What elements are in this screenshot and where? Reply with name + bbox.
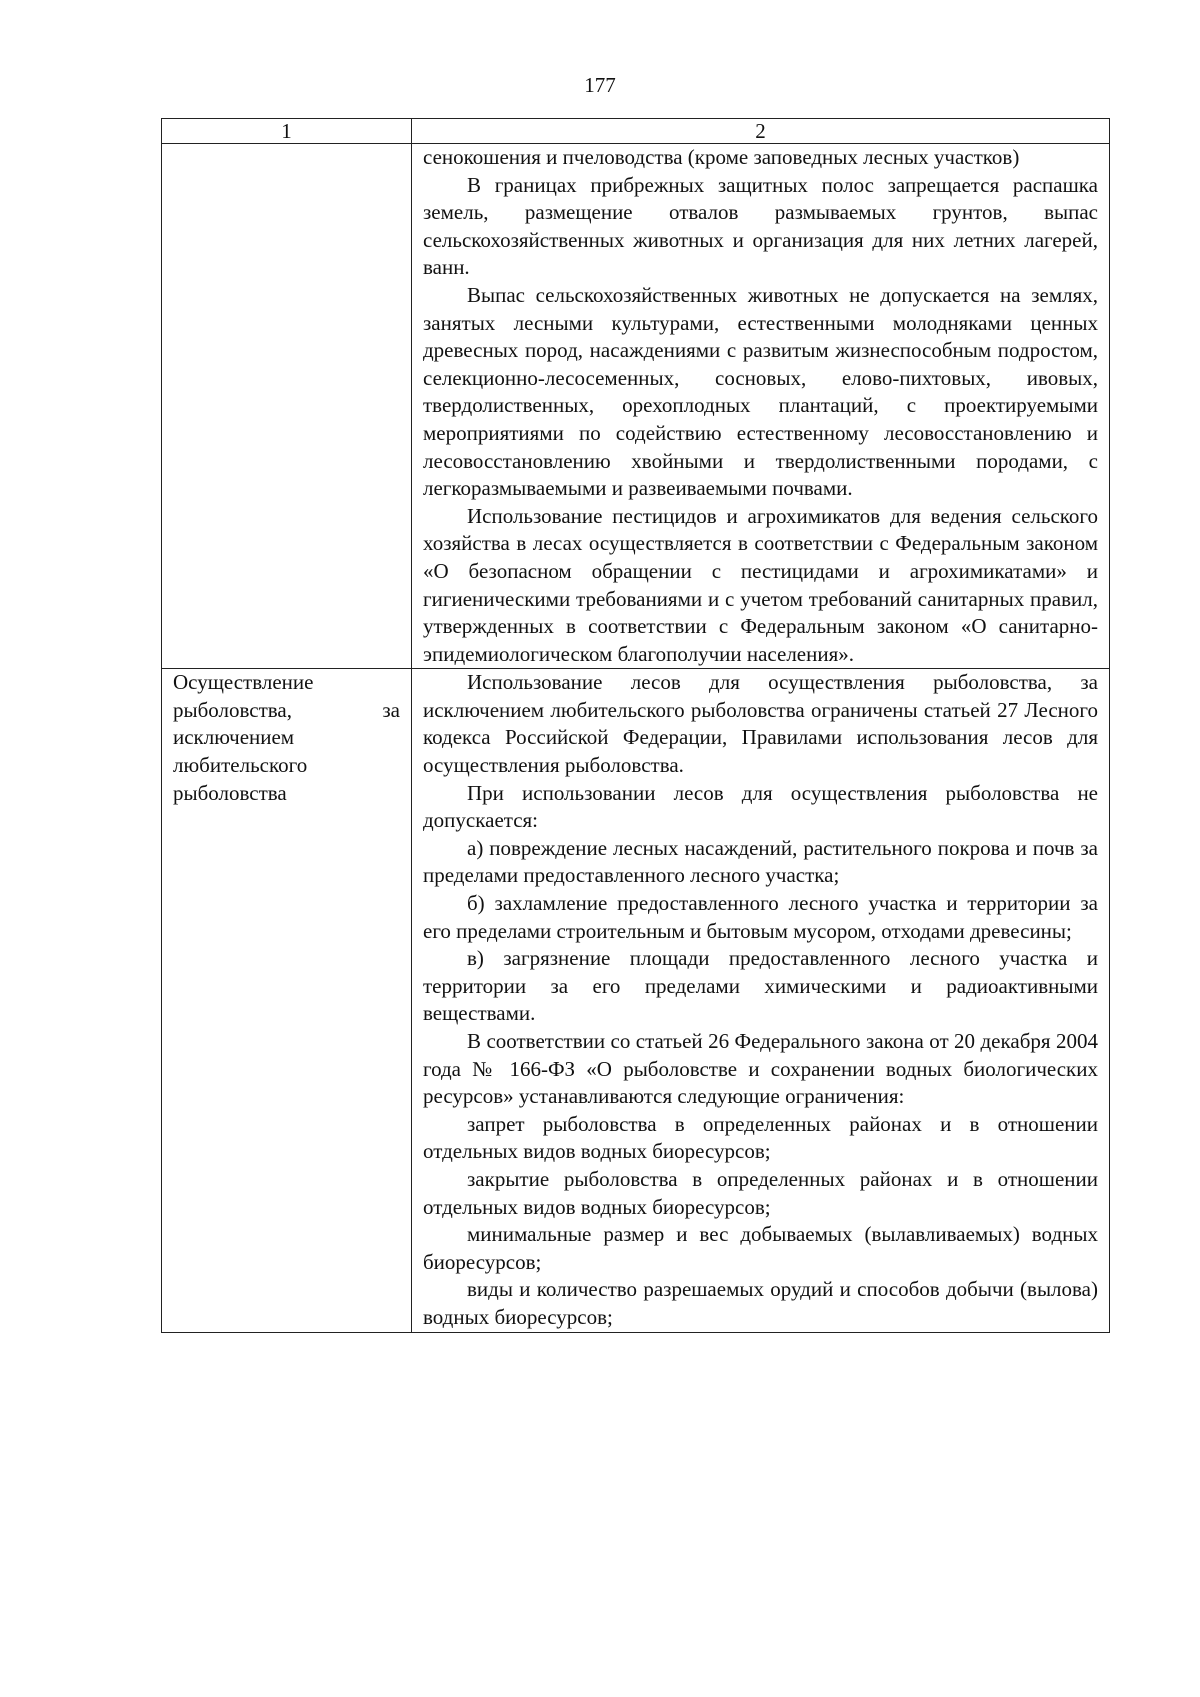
row1-paragraph-1: сенокошения и пчеловодства (кроме заповедных лесных участков): [423, 145, 1020, 169]
row1-paragraph-3: Выпас сельскохозяйственных животных не допускается на землях, занятых лесными культурами, естественными молодняками ценных древесных пород, насаждениями с развитым жизнеспособным подростом, селекционно-лесосеменных, сосновых, елово-пихтовых, ивовых, твердолиственных, орехоплодных плантаций, с проектируемыми мероприятиями по содействию естественному лесовосстановлению и лесовосстановлению хвойными и твердолиственными породами, с легкоразмываемыми и развеиваемыми почвами.: [423, 282, 1098, 501]
row2-paragraph-7: запрет рыболовства в определенных районах и в отношении отдельных видов водных биоресурсов;: [423, 1111, 1098, 1164]
row2-paragraph-6: В соответствии со статьей 26 Федерального закона от 20 декабря 2004 года № 166-ФЗ «О рыболовстве и сохранении водных биологических ресурсов» устанавливаются следующие ограничения:: [423, 1029, 1098, 1109]
row2-paragraph-8: закрытие рыболовства в определенных районах и в отношении отдельных видов водных биоресурсов;: [423, 1166, 1098, 1219]
row2-paragraph-2: При использовании лесов для осуществления рыболовства не допускается:: [423, 780, 1098, 833]
row1-activity-cell: [162, 144, 412, 669]
row2-activity-line-5: рыболовства: [173, 780, 287, 805]
table-row-continuation: [162, 144, 1110, 669]
row2-paragraph-1: Использование лесов для осуществления рыболовства, за исключением любительского рыболовства ограничены статьей 27 Лесного кодекса Российской Федерации, Правилами использования лесов для осуществления рыболовства.: [423, 670, 1098, 778]
row2-activity-line-1: Осуществление: [173, 670, 314, 695]
document-table: [161, 118, 1110, 1333]
column-header-2: 2: [412, 119, 1110, 144]
table-header-row: [162, 119, 1110, 144]
row2-paragraph-3: а) повреждение лесных насаждений, растительного покрова и почв за пределами предоставленного лесного участка;: [423, 835, 1098, 888]
row2-activity-cell: [162, 669, 412, 1332]
row2-paragraph-4: б) захламление предоставленного лесного участка и территории за его пределами строительным и бытовым мусором, отходами древесины;: [423, 891, 1098, 943]
row2-paragraph-10: виды и количество разрешаемых орудий и способов добычи (вылова) водных биоресурсов;: [423, 1277, 1098, 1329]
row1-paragraph-2: В границах прибрежных защитных полос запрещается распашка земель, размещение отвалов размываемых грунтов, выпас сельскохозяйственных животных и организация для них летних лагерей, ванн.: [423, 172, 1098, 280]
row1-paragraph-4: Использование пестицидов и агрохимикатов для ведения сельского хозяйства в лесах осуществляется в соответствии с Федеральным законом «О безопасном обращении с пестицидами и агрохимикатами» и гигиеническими требованиями и с учетом требований санитарных правил, утвержденных в соответствии с Федеральным законом «О санитарно-эпидемиологическом благополучии населения».: [423, 503, 1098, 666]
row1-restrictions-cell: [412, 144, 1110, 669]
column-header-1: 1: [162, 119, 412, 144]
row2-activity-line-4: любительского: [173, 753, 308, 778]
row2-paragraph-5: в) загрязнение площади предоставленного лесного участка и территории за его пределами химическими и радиоактивными веществами.: [423, 946, 1098, 1026]
row2-restrictions-cell: [412, 669, 1110, 1332]
page-number: 177: [584, 73, 616, 97]
row2-activity-line-2: рыболовства, за: [173, 697, 400, 722]
table-row-fishing: [162, 669, 1110, 1332]
row2-activity-line-3: исключением: [173, 725, 295, 750]
row2-paragraph-9: минимальные размер и вес добываемых (вылавливаемых) водных биоресурсов;: [423, 1222, 1098, 1274]
